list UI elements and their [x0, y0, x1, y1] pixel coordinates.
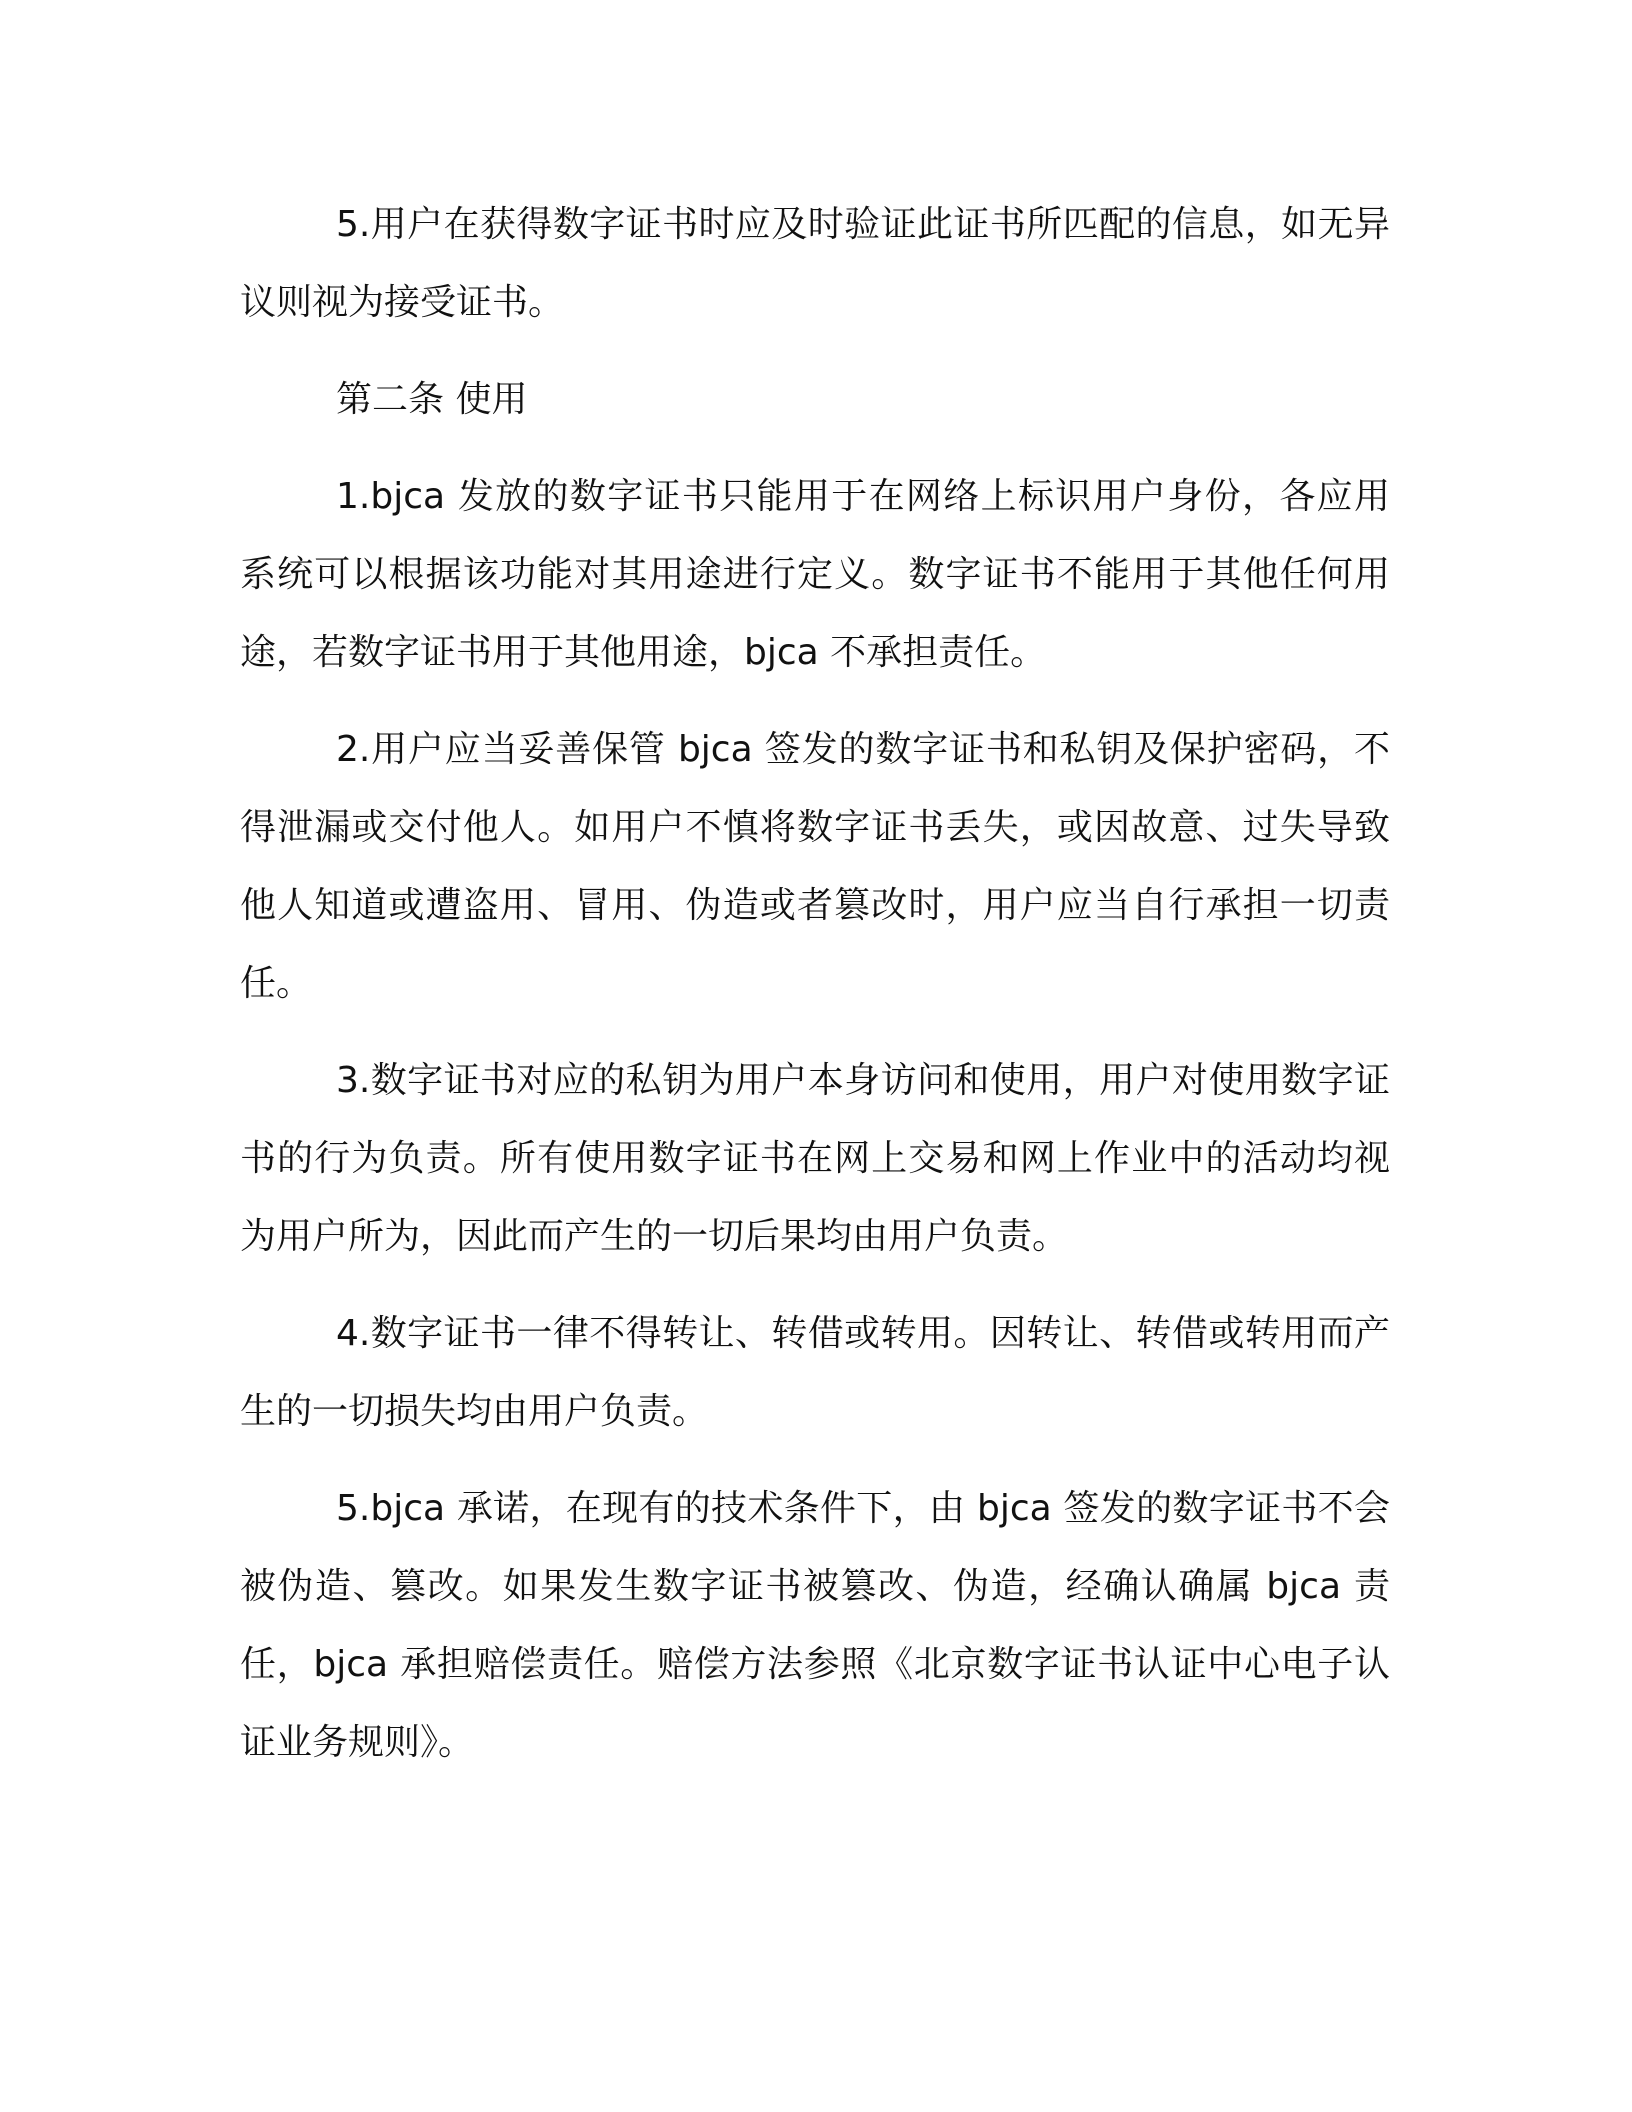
paragraph-usage-4: 4.数字证书一律不得转让、转借或转用。因转让、转借或转用而产生的一切损失均由用户负责。 — [240, 1313, 1390, 1432]
paragraph-usage-3: 3.数字证书对应的私钥为用户本身访问和使用，用户对使用数字证书的行为负责。所有使用数字证书在网上交易和网上作业中的活动均视为用户所为，因此而产生的一切后果均由用户负责。 — [240, 1060, 1390, 1257]
document-body — [240, 186, 1390, 1801]
paragraph-usage-5: 5.bjca 承诺，在现有的技术条件下，由 bjca 签发的数字证书不会被伪造、篡改。如果发生数字证书被篡改、伪造，经确认确属 bjca 责任，bjca 承担赔偿责任。赔偿方法参照《北京数字证书认证中心电子认证业务规则》。 — [240, 1488, 1390, 1763]
section-heading-article-2-usage: 第二条 使用 — [336, 379, 528, 420]
paragraph-usage-1: 1.bjca 发放的数字证书只能用于在网络上标识用户身份，各应用系统可以根据该功能对其用途进行定义。数字证书不能用于其他任何用途，若数字证书用于其他用途，bjca 不承担责任。 — [240, 476, 1390, 673]
paragraph-clause-5-verification: 5.用户在获得数字证书时应及时验证此证书所匹配的信息，如无异议则视为接受证书。 — [240, 204, 1390, 323]
paragraph-usage-2: 2.用户应当妥善保管 bjca 签发的数字证书和私钥及保护密码，不得泄漏或交付他人。如用户不慎将数字证书丢失，或因故意、过失导致他人知道或遭盗用、冒用、伪造或者篡改时，用户应当自行承担一切责任。 — [240, 729, 1390, 1004]
